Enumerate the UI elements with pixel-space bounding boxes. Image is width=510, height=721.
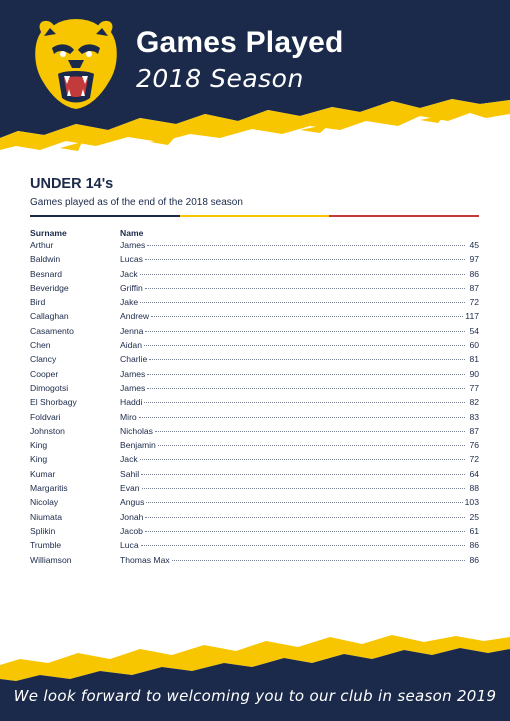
- dot-leader: [155, 431, 465, 432]
- surname-cell: Foldvari: [30, 411, 61, 422]
- first-name: Jacob: [120, 525, 143, 536]
- table-row: [30, 311, 479, 325]
- table-row: [30, 340, 479, 354]
- games-count: 87: [469, 282, 479, 293]
- surname-cell: Chen: [30, 340, 51, 351]
- first-name: Jake: [120, 297, 139, 308]
- surname-cell: Kumar: [30, 468, 56, 479]
- table-body: [30, 240, 479, 569]
- name-cell: [120, 240, 479, 250]
- name-cell: [120, 426, 479, 436]
- surname-cell: Trumble: [30, 540, 62, 551]
- dot-leader: [149, 359, 465, 360]
- table-row: [30, 397, 479, 411]
- bear-logo: [30, 14, 122, 112]
- surname-cell: Beveridge: [30, 282, 69, 293]
- table-row: [30, 454, 479, 468]
- divider-navy: [30, 215, 180, 217]
- table-row: [30, 240, 479, 254]
- games-count: 117: [465, 311, 479, 322]
- first-name: Jonah: [120, 511, 144, 522]
- first-name: Jack: [120, 268, 138, 279]
- first-name: James: [120, 368, 146, 379]
- surname-cell: Williamson: [30, 554, 72, 565]
- dot-leader: [144, 402, 465, 403]
- name-cell: [120, 269, 479, 279]
- dot-leader: [142, 488, 465, 489]
- dot-leader: [145, 531, 465, 532]
- games-count: 64: [469, 468, 479, 479]
- dot-leader: [141, 474, 465, 475]
- dot-leader: [147, 388, 465, 389]
- table-row: [30, 369, 479, 383]
- dot-leader: [144, 345, 465, 346]
- name-cell: [120, 397, 479, 407]
- page-subtitle: 2018 Season: [136, 64, 304, 93]
- games-count: 87: [469, 425, 479, 436]
- name-cell: [120, 369, 479, 379]
- surname-cell: King: [30, 440, 48, 451]
- name-cell: [120, 383, 479, 393]
- games-count: 83: [469, 411, 479, 422]
- name-cell: [120, 326, 479, 336]
- name-cell: [120, 412, 479, 422]
- first-name: Thomas Max: [120, 554, 170, 565]
- table-row: [30, 512, 479, 526]
- first-name: Andrew: [120, 311, 150, 322]
- section-subtitle: Games played as of the end of the 2018 season: [30, 197, 243, 208]
- table-row: [30, 297, 479, 311]
- dot-leader: [145, 288, 465, 289]
- footer-background: [0, 635, 510, 721]
- dot-leader: [151, 316, 463, 317]
- name-cell: [120, 540, 479, 550]
- name-cell: [120, 526, 479, 536]
- table-row: [30, 555, 479, 569]
- games-count: 103: [464, 497, 479, 508]
- name-cell: [120, 454, 479, 464]
- surname-cell: Splikin: [30, 525, 56, 536]
- page-header: [0, 0, 510, 160]
- first-name: Aidan: [120, 340, 142, 351]
- surname-cell: Clancy: [30, 354, 57, 365]
- dot-leader: [158, 445, 465, 446]
- surname-cell: Johnston: [30, 425, 65, 436]
- name-cell: [120, 254, 479, 264]
- first-name: Sahil: [120, 468, 140, 479]
- games-count: 82: [469, 397, 479, 408]
- games-count: 45: [469, 240, 479, 250]
- first-name: James: [120, 240, 146, 250]
- dot-leader: [140, 274, 465, 275]
- dot-leader: [140, 459, 465, 460]
- surname-cell: Cooper: [30, 368, 59, 379]
- table-row: [30, 412, 479, 426]
- name-header: Name: [120, 228, 144, 238]
- games-count: 72: [469, 454, 479, 465]
- dot-leader: [147, 245, 465, 246]
- surname-cell: Dimogotsi: [30, 382, 69, 393]
- table-row: [30, 483, 479, 497]
- games-count: 61: [469, 525, 479, 536]
- first-name: Jack: [120, 454, 138, 465]
- first-name: Griffin: [120, 282, 143, 293]
- name-cell: [120, 512, 479, 522]
- color-divider: [30, 215, 479, 217]
- name-cell: [120, 354, 479, 364]
- name-cell: [120, 483, 479, 493]
- table-row: [30, 526, 479, 540]
- games-count: 86: [469, 268, 479, 279]
- first-name: Haddi: [120, 397, 143, 408]
- surname-cell: King: [30, 454, 48, 465]
- dot-leader: [145, 259, 465, 260]
- name-cell: [120, 283, 479, 293]
- first-name: James: [120, 382, 146, 393]
- name-cell: [120, 311, 479, 321]
- table-row: [30, 326, 479, 340]
- games-count: 77: [469, 382, 479, 393]
- games-count: 25: [469, 511, 479, 522]
- dot-leader: [145, 331, 465, 332]
- first-name: Evan: [120, 483, 140, 494]
- games-count: 72: [469, 297, 479, 308]
- surname-cell: Besnard: [30, 268, 63, 279]
- dot-leader: [140, 302, 465, 303]
- table-row: [30, 497, 479, 511]
- first-name: Benjamin: [120, 440, 156, 451]
- surname-cell: El Shorbagy: [30, 397, 77, 408]
- games-count: 76: [469, 440, 479, 451]
- dot-leader: [139, 417, 465, 418]
- page-footer: [0, 635, 510, 721]
- games-count: 97: [469, 254, 479, 265]
- first-name: Lucas: [120, 254, 143, 265]
- games-count: 90: [469, 368, 479, 379]
- table-header: [30, 228, 479, 240]
- surname-cell: Arthur: [30, 240, 54, 250]
- games-count: 86: [469, 554, 479, 565]
- table-row: [30, 269, 479, 283]
- games-count: 54: [469, 325, 479, 336]
- name-cell: [120, 555, 479, 565]
- name-cell: [120, 440, 479, 450]
- games-count: 81: [469, 354, 479, 365]
- surname-cell: Margaritis: [30, 483, 68, 494]
- surname-cell: Nicolay: [30, 497, 59, 508]
- name-cell: [120, 497, 479, 507]
- table-row: [30, 440, 479, 454]
- divider-red: [329, 215, 479, 217]
- surname-cell: Baldwin: [30, 254, 61, 265]
- surname-cell: Niumata: [30, 511, 62, 522]
- surname-cell: Callaghan: [30, 311, 69, 322]
- games-count: 60: [469, 340, 479, 351]
- first-name: Nicholas: [120, 425, 153, 436]
- table-row: [30, 426, 479, 440]
- dot-leader: [141, 545, 465, 546]
- name-cell: [120, 297, 479, 307]
- first-name: Angus: [120, 497, 145, 508]
- dot-leader: [145, 517, 465, 518]
- games-count: 86: [469, 540, 479, 551]
- dot-leader: [147, 374, 465, 375]
- page-title: Games Played: [136, 26, 344, 59]
- surname-cell: Casamento: [30, 325, 74, 336]
- table-row: [30, 283, 479, 297]
- first-name: Charlie: [120, 354, 148, 365]
- name-cell: [120, 469, 479, 479]
- table-row: [30, 383, 479, 397]
- table-row: [30, 540, 479, 554]
- name-cell: [120, 340, 479, 350]
- table-row: [30, 254, 479, 268]
- games-table: [30, 228, 479, 569]
- dot-leader: [172, 560, 465, 561]
- first-name: Jenna: [120, 325, 144, 336]
- section-title: UNDER 14's: [30, 176, 114, 192]
- divider-yellow: [180, 215, 329, 217]
- footer-message: We look forward to welcoming you to our club in season 2019: [13, 687, 497, 705]
- first-name: Miro: [120, 411, 137, 422]
- surname-cell: Bird: [30, 297, 46, 308]
- dot-leader: [146, 502, 462, 503]
- table-row: [30, 469, 479, 483]
- section-heading: [30, 176, 479, 217]
- surname-header: Surname: [30, 228, 67, 238]
- games-count: 88: [469, 483, 479, 494]
- table-row: [30, 354, 479, 368]
- first-name: Luca: [120, 540, 139, 551]
